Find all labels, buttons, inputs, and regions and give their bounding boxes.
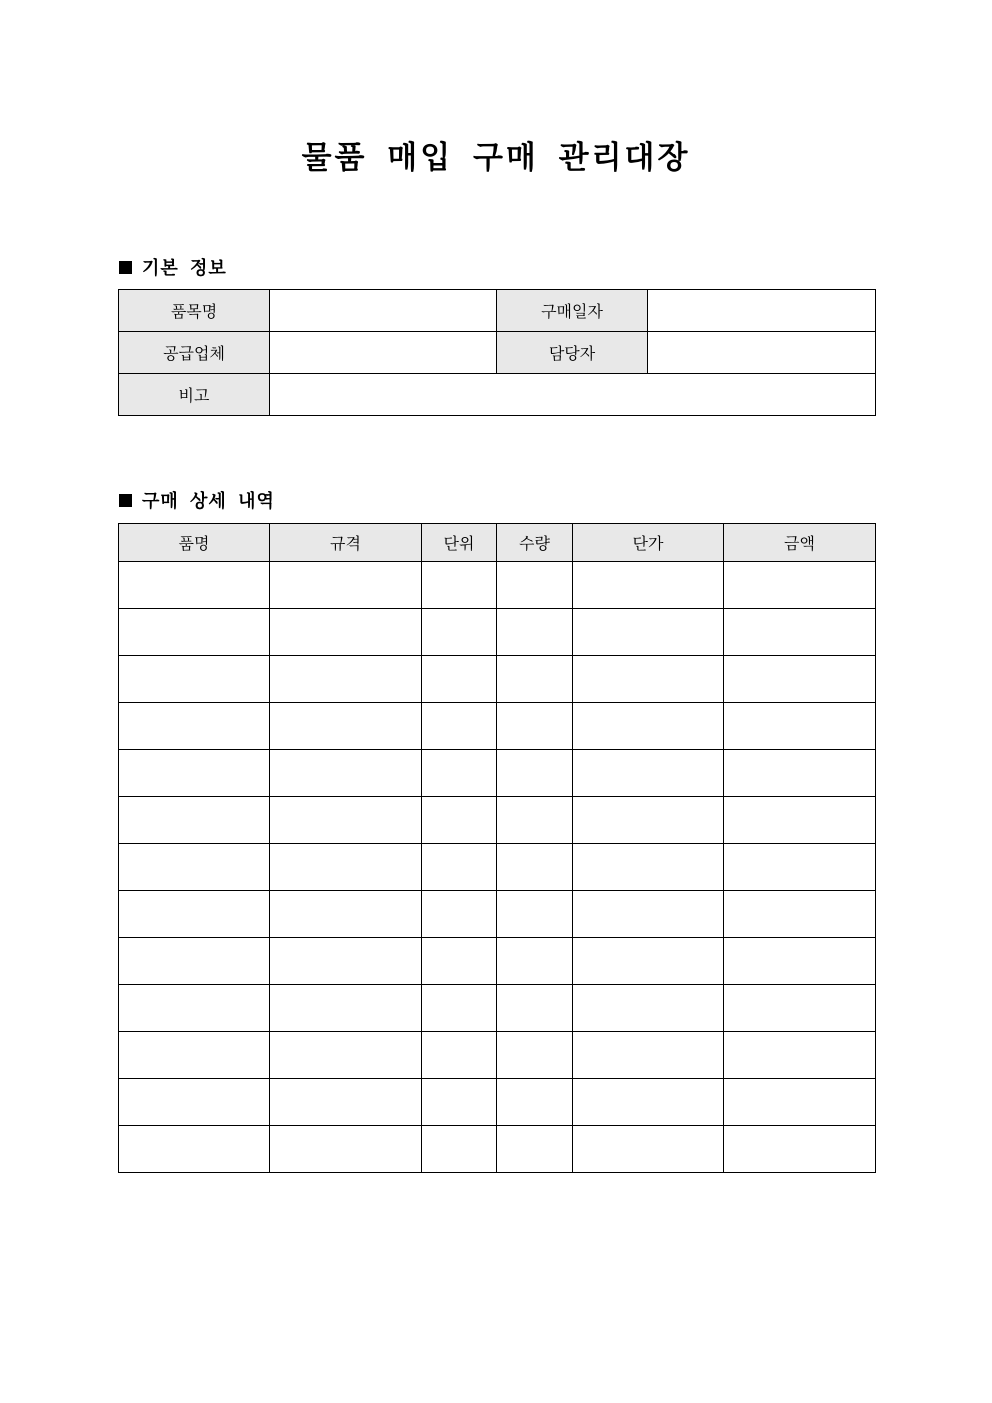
table-row (119, 656, 876, 703)
amount-cell[interactable] (724, 938, 876, 985)
table-row (119, 985, 876, 1032)
item-cell[interactable] (119, 1032, 270, 1079)
spec-cell[interactable] (270, 656, 422, 703)
purchase-details-heading-text: 구매 상세 내역 (142, 491, 275, 512)
basic-info-heading-text: 기본 정보 (142, 258, 227, 279)
table-row (119, 797, 876, 844)
item-cell[interactable] (119, 656, 270, 703)
unit-price-cell[interactable] (573, 938, 724, 985)
table-row (119, 938, 876, 985)
info-row (119, 290, 876, 332)
unit-cell[interactable] (422, 609, 497, 656)
unit-price-cell[interactable] (573, 797, 724, 844)
basic-info-table (118, 289, 876, 416)
spec-cell[interactable] (270, 797, 422, 844)
unit-price-cell[interactable] (573, 1126, 724, 1173)
basic-info-heading (119, 254, 227, 280)
unit-price-cell[interactable] (573, 844, 724, 891)
amount-cell[interactable] (724, 562, 876, 609)
table-header-row (119, 524, 876, 562)
quantity-cell[interactable] (497, 562, 573, 609)
quantity-cell[interactable] (497, 656, 573, 703)
unit-cell[interactable] (422, 562, 497, 609)
unit-cell[interactable] (422, 656, 497, 703)
spec-cell[interactable] (270, 844, 422, 891)
purchase-date-label: 구매일자 (497, 290, 648, 332)
item-cell[interactable] (119, 844, 270, 891)
spec-cell[interactable] (270, 938, 422, 985)
unit-cell[interactable] (422, 797, 497, 844)
spec-cell[interactable] (270, 703, 422, 750)
remarks-field[interactable] (270, 374, 876, 416)
quantity-cell[interactable] (497, 797, 573, 844)
table-row (119, 750, 876, 797)
column-header-spec: 규격 (270, 524, 422, 562)
unit-cell[interactable] (422, 750, 497, 797)
column-header-unit-price: 단가 (573, 524, 724, 562)
remarks-label: 비고 (119, 374, 270, 416)
quantity-cell[interactable] (497, 938, 573, 985)
item-cell[interactable] (119, 609, 270, 656)
quantity-cell[interactable] (497, 985, 573, 1032)
info-row (119, 332, 876, 374)
amount-cell[interactable] (724, 1079, 876, 1126)
table-row (119, 1032, 876, 1079)
spec-cell[interactable] (270, 562, 422, 609)
spec-cell[interactable] (270, 1032, 422, 1079)
amount-cell[interactable] (724, 1032, 876, 1079)
quantity-cell[interactable] (497, 750, 573, 797)
table-row (119, 844, 876, 891)
item-cell[interactable] (119, 797, 270, 844)
quantity-cell[interactable] (497, 891, 573, 938)
amount-cell[interactable] (724, 891, 876, 938)
column-header-amount: 금액 (724, 524, 876, 562)
column-header-quantity: 수량 (497, 524, 573, 562)
quantity-cell[interactable] (497, 844, 573, 891)
item-cell[interactable] (119, 938, 270, 985)
item-name-label: 품목명 (119, 290, 270, 332)
item-cell[interactable] (119, 1126, 270, 1173)
spec-cell[interactable] (270, 891, 422, 938)
item-cell[interactable] (119, 703, 270, 750)
amount-cell[interactable] (724, 656, 876, 703)
table-row (119, 1079, 876, 1126)
info-row (119, 374, 876, 416)
spec-cell[interactable] (270, 1126, 422, 1173)
unit-price-cell[interactable] (573, 1079, 724, 1126)
amount-cell[interactable] (724, 609, 876, 656)
spec-cell[interactable] (270, 1079, 422, 1126)
quantity-cell[interactable] (497, 703, 573, 750)
table-row (119, 891, 876, 938)
table-row (119, 703, 876, 750)
unit-price-cell[interactable] (573, 1032, 724, 1079)
amount-cell[interactable] (724, 750, 876, 797)
purchase-details-table (118, 523, 876, 1173)
item-cell[interactable] (119, 891, 270, 938)
black-square-icon (119, 494, 132, 507)
supplier-field[interactable] (270, 332, 497, 374)
amount-cell[interactable] (724, 985, 876, 1032)
table-row (119, 1126, 876, 1173)
purchase-details-heading (119, 487, 275, 513)
manager-label: 담당자 (497, 332, 648, 374)
unit-price-cell[interactable] (573, 656, 724, 703)
supplier-label: 공급업체 (119, 332, 270, 374)
unit-cell[interactable] (422, 844, 497, 891)
table-row (119, 609, 876, 656)
amount-cell[interactable] (724, 797, 876, 844)
quantity-cell[interactable] (497, 609, 573, 656)
spec-cell[interactable] (270, 609, 422, 656)
black-square-icon (119, 261, 132, 274)
amount-cell[interactable] (724, 703, 876, 750)
item-cell[interactable] (119, 562, 270, 609)
purchase-date-field[interactable] (648, 290, 876, 332)
quantity-cell[interactable] (497, 1126, 573, 1173)
unit-price-cell[interactable] (573, 985, 724, 1032)
page-title: 물품 매입 구매 관리대장 (301, 140, 691, 176)
unit-cell[interactable] (422, 938, 497, 985)
unit-cell[interactable] (422, 1032, 497, 1079)
quantity-cell[interactable] (497, 1079, 573, 1126)
unit-price-cell[interactable] (573, 703, 724, 750)
unit-price-cell[interactable] (573, 562, 724, 609)
unit-price-cell[interactable] (573, 609, 724, 656)
item-name-field[interactable] (270, 290, 497, 332)
unit-cell[interactable] (422, 1126, 497, 1173)
quantity-cell[interactable] (497, 1032, 573, 1079)
item-cell[interactable] (119, 750, 270, 797)
unit-cell[interactable] (422, 1079, 497, 1126)
unit-cell[interactable] (422, 985, 497, 1032)
column-header-unit: 단위 (422, 524, 497, 562)
amount-cell[interactable] (724, 844, 876, 891)
item-cell[interactable] (119, 1079, 270, 1126)
unit-price-cell[interactable] (573, 750, 724, 797)
table-row (119, 562, 876, 609)
unit-price-cell[interactable] (573, 891, 724, 938)
item-cell[interactable] (119, 985, 270, 1032)
amount-cell[interactable] (724, 1126, 876, 1173)
unit-cell[interactable] (422, 703, 497, 750)
spec-cell[interactable] (270, 750, 422, 797)
unit-cell[interactable] (422, 891, 497, 938)
spec-cell[interactable] (270, 985, 422, 1032)
column-header-item: 품명 (119, 524, 270, 562)
manager-field[interactable] (648, 332, 876, 374)
